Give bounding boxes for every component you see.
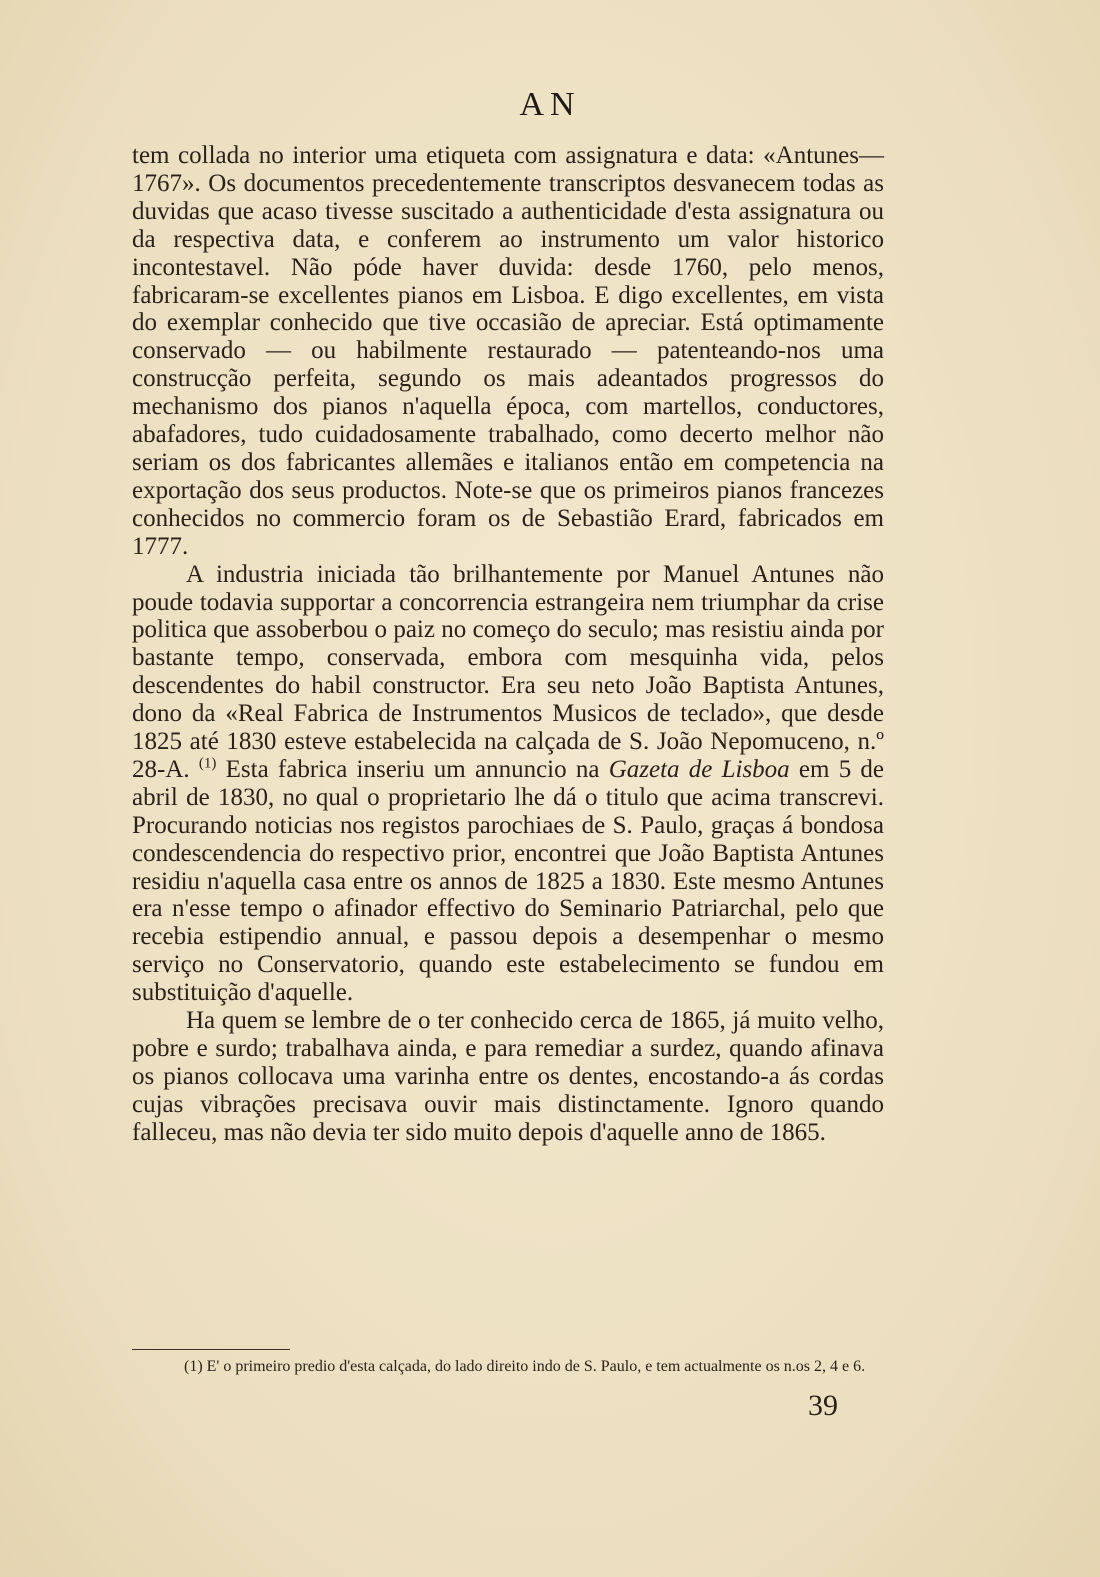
footnote-text: (1) E' o primeiro predio d'esta calçada, do lado direito indo de S. Paulo, e tem actualmente os n.os 2, 4 e 6. [184,1358,866,1375]
body-text [132,142,884,1147]
footnote-reference: (1) [198,755,217,772]
paragraph-2-part-a: A industria iniciada tão brilhantemente por Manuel Antunes não poude todavia supportar a concorrencia estrangeira nem triumphar da crise politica que assoberbou o paiz no começo do seculo; mas resistiu ainda por bastante tempo, conservada, embora com mesquinha vida, pelos descendentes do habil constructor. Era seu neto João Baptista Antunes, dono da «Real Fabrica de Instrumentos Musicos de teclado», que desde 1825 até 1830 esteve estabelecida na calçada de S. João Nepomuceno, n.º 28-A. [132,560,884,783]
running-head: AN [519,86,581,123]
paragraph-3: Ha quem se lembre de o ter conhecido cerca de 1865, já muito velho, pobre e surdo; trabalhava ainda, e para remediar a surdez, quando afinava os pianos collocava uma varinha entre os dentes, encostando-a ás cordas cujas vibrações precisava ouvir mais distinctamente. Ignoro quando falleceu, mas não devia ter sido muito depois d'aquelle anno de 1865. [132,1007,884,1146]
paragraph-2-part-c: em 5 de abril de 1830, no qual o proprietario lhe dá o titulo que acima transcrevi. Procurando noticias nos registos parochiaes de S. Paulo, graças á bondosa condescendencia do respectivo prior, encontrei que João Baptista Antunes residiu n'aquella casa entre os annos de 1825 a 1830. Este mesmo Antunes era n'esse tempo o afinador effectivo do Seminario Patriarchal, pelo que recebia estipendio annual, e passou depois a desempenhar o mesmo serviço no Conservatorio, quando este estabelecimento se fundou em substituição d'aquelle. [132,755,885,1007]
paragraph-1: tem collada no interior uma etiqueta com assignatura e data: «Antunes—1767». Os documentos precedentemente transcriptos desvanecem todas as duvidas que acaso tivesse suscitado a authenticidade d'esta assignatura ou da respectiva data, e conferem ao instrumento um valor historico incontestavel. Não póde haver duvida: desde 1760, pelo menos, fabricaram-se excellentes pianos em Lisboa. E digo excellentes, em vista do exemplar conhecido que tive occasião de apreciar. Está optimamente conservado — ou habilmente restaurado — patenteando-nos uma construcção perfeita, segundo os mais adeantados progressos do mechanismo dos pianos n'aquella época, com martellos, conductores, abafadores, tudo cuidadosamente trabalhado, como decerto melhor não seriam os dos fabricantes allemães e italianos então em competencia na exportação dos seus productos. Note-se que os primeiros pianos francezes conhecidos no commercio foram os de Sebastião Erard, fabricados em 1777. [132,142,884,560]
page-number: 39 [808,1389,838,1422]
paragraph-2 [132,561,884,1008]
newspaper-title: Gazeta de Lisboa [608,755,790,783]
footnote [132,1358,884,1376]
paragraph-2-part-b: Esta fabrica inseriu um annuncio na [216,755,609,783]
footnote-divider [132,1349,290,1350]
